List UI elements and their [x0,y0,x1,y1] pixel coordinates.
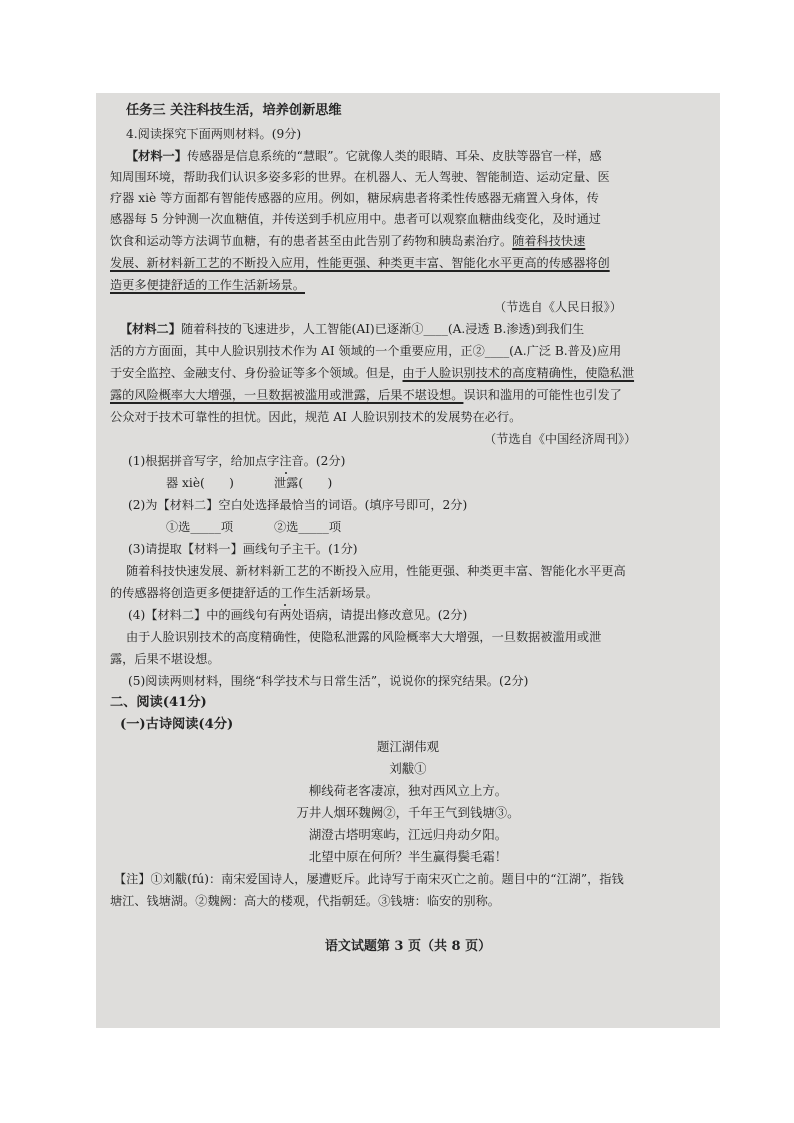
note-line-2: 塘江、钱塘湖。②魏阙：高大的楼观，代指朝廷。③钱塘：临安的别称。 [110,894,500,908]
q4-sentence-line-1: 由于人脸识别技术的高度精确性，使隐私泄露的风险概率大大增强，一旦数据被滥用或泄 [126,630,602,644]
section-2-title: 二、阅读(41分) [110,695,207,710]
q3-sentence-line-1: 随着科技快速发展、新材料新工艺的不断投入应用，性能更强、种类更丰富、智能化水平更高 [126,564,626,578]
material1-underlined-line-7: 造更多便捷舒适的工作生活新场景。 [110,278,305,292]
material2-underlined-end: 露的风险概率大大增强，一旦数据被滥用或泄露，后果不堪设想。 [110,388,464,402]
task-title: 任务三 关注科技生活，培养创新思维 [126,103,342,118]
material2-line-3: 于安全监控、金融支付、身份验证等多个领域。但是，由于人脸识别技术的高度精确性，使隐私泄 [110,366,635,380]
material1-line-2: 知周围环境，帮助我们认识多姿多彩的世界。在机器人、无人驾驶、智能制造、运动定量、医 [110,170,610,184]
question-4-5: (5)阅读两则材料，围绕“科学技术与日常生活”，说说你的探究结果。(2分) [128,674,529,688]
poem-line-4: 北望中原在何所？半生赢得鬓毛霜！ [308,849,508,864]
q1-blank-xielu: 泄露( ) [274,476,333,490]
q1-blank-qixie: 器 xiè( ) [166,476,234,490]
material1-line-4: 感器每 5 分钟测一次血糖值，并传送到手机应用中。患者可以观察血糖曲线变化，及时通过 [110,212,601,226]
material2-source: （节选自《中国经济周刊》） [484,432,637,446]
question-4-heading: 4.阅读探究下面两则材料。(9分) [126,127,302,141]
material1-label: 【材料一】 [126,149,187,163]
scanned-exam-page [96,93,720,1028]
material2-line-4: 露的风险概率大大增强，一旦数据被滥用或泄露，后果不堪设想。误识和滥用的可能性也引发了 [110,388,622,402]
poem-line-1: 柳线荷老客凄凉，独对西风立上方。 [308,783,508,798]
material2-line-2: 活的方方面面，其中人脸识别技术作为 AI 领域的一个重要应用，正②____(A.广泛 B.普及)应用 [110,344,622,358]
question-4-3: (3)请提取【材料一】画线句子主干。(1分) [128,542,358,556]
question-4-2: (2)为【材料二】空白处选择最恰当的词语。(填序号即可，2分) [128,498,468,512]
section-2-subtitle: (一)古诗阅读(4分) [120,717,234,732]
material1-source: （节选自《人民日报》） [494,300,622,314]
q2-answer-2: ②选_____项 [274,520,342,534]
question-4-1: (1)根据拼音写字，给加点字注音。(2分) [128,454,346,468]
material1-underlined-line-6: 发展、新材料新工艺的不断投入应用，性能更强、种类更丰富、智能化水平更高的传感器将创 [110,256,610,270]
material2-underlined-start: 由于人脸识别技术的高度精确性，使隐私泄 [402,366,635,380]
material2-line-5: 公众对于技术可靠性的担忧。因此，规范 AI 人脸识别技术的发展势在必行。 [110,410,522,424]
poem-line-3: 湖澄古塔明寒屿，江远归舟动夕阳。 [308,827,508,842]
note-line-1: 【注】①刘黻(fú)：南宋爱国诗人，屡遭贬斥。此诗写于南宋灭亡之前。题目中的“江湖”，指钱 [114,872,624,886]
material1-line-1: 【材料一】传感器是信息系统的“慧眼”。它就像人类的眼睛、耳朵、皮肤等器官一样，感 [126,149,602,163]
question-4-4: (4)【材料二】中的画线句有两处语病，请提出修改意见。(2分) [128,608,468,622]
q3-sentence-line-2: 的传感器将创造更多便捷舒适的工作生活新场景。 [110,586,379,600]
poem-line-2: 万井人烟环魏阙②，千年王气到钱塘③。 [296,805,520,820]
q2-answer-1: ①选_____项 [166,520,234,534]
poem-title: 题江湖伟观 [377,739,439,754]
q4-sentence-line-2: 露，后果不堪设想。 [110,652,220,666]
material1-underlined-start: 随着科技快速 [512,234,586,248]
page-footer: 语文试题第 3 页（共 8 页） [324,939,492,954]
material1-line-5: 饮食和运动等方法调节血糖，有的患者甚至由此告别了药物和胰岛素治疗。随着科技快速 [110,234,586,248]
poem-author: 刘黻① [389,761,427,776]
material2-label: 【材料二】 [120,322,181,336]
material1-line-3: 疗器 xiè 等方面都有智能传感器的应用。例如，糖尿病患者将柔性传感器无痛置入身体，传 [110,191,599,205]
material2-line-1: 【材料二】随着科技的飞速进步，人工智能(AI)已逐渐①____(A.浸透 B.渗透)到我们生 [120,322,585,336]
